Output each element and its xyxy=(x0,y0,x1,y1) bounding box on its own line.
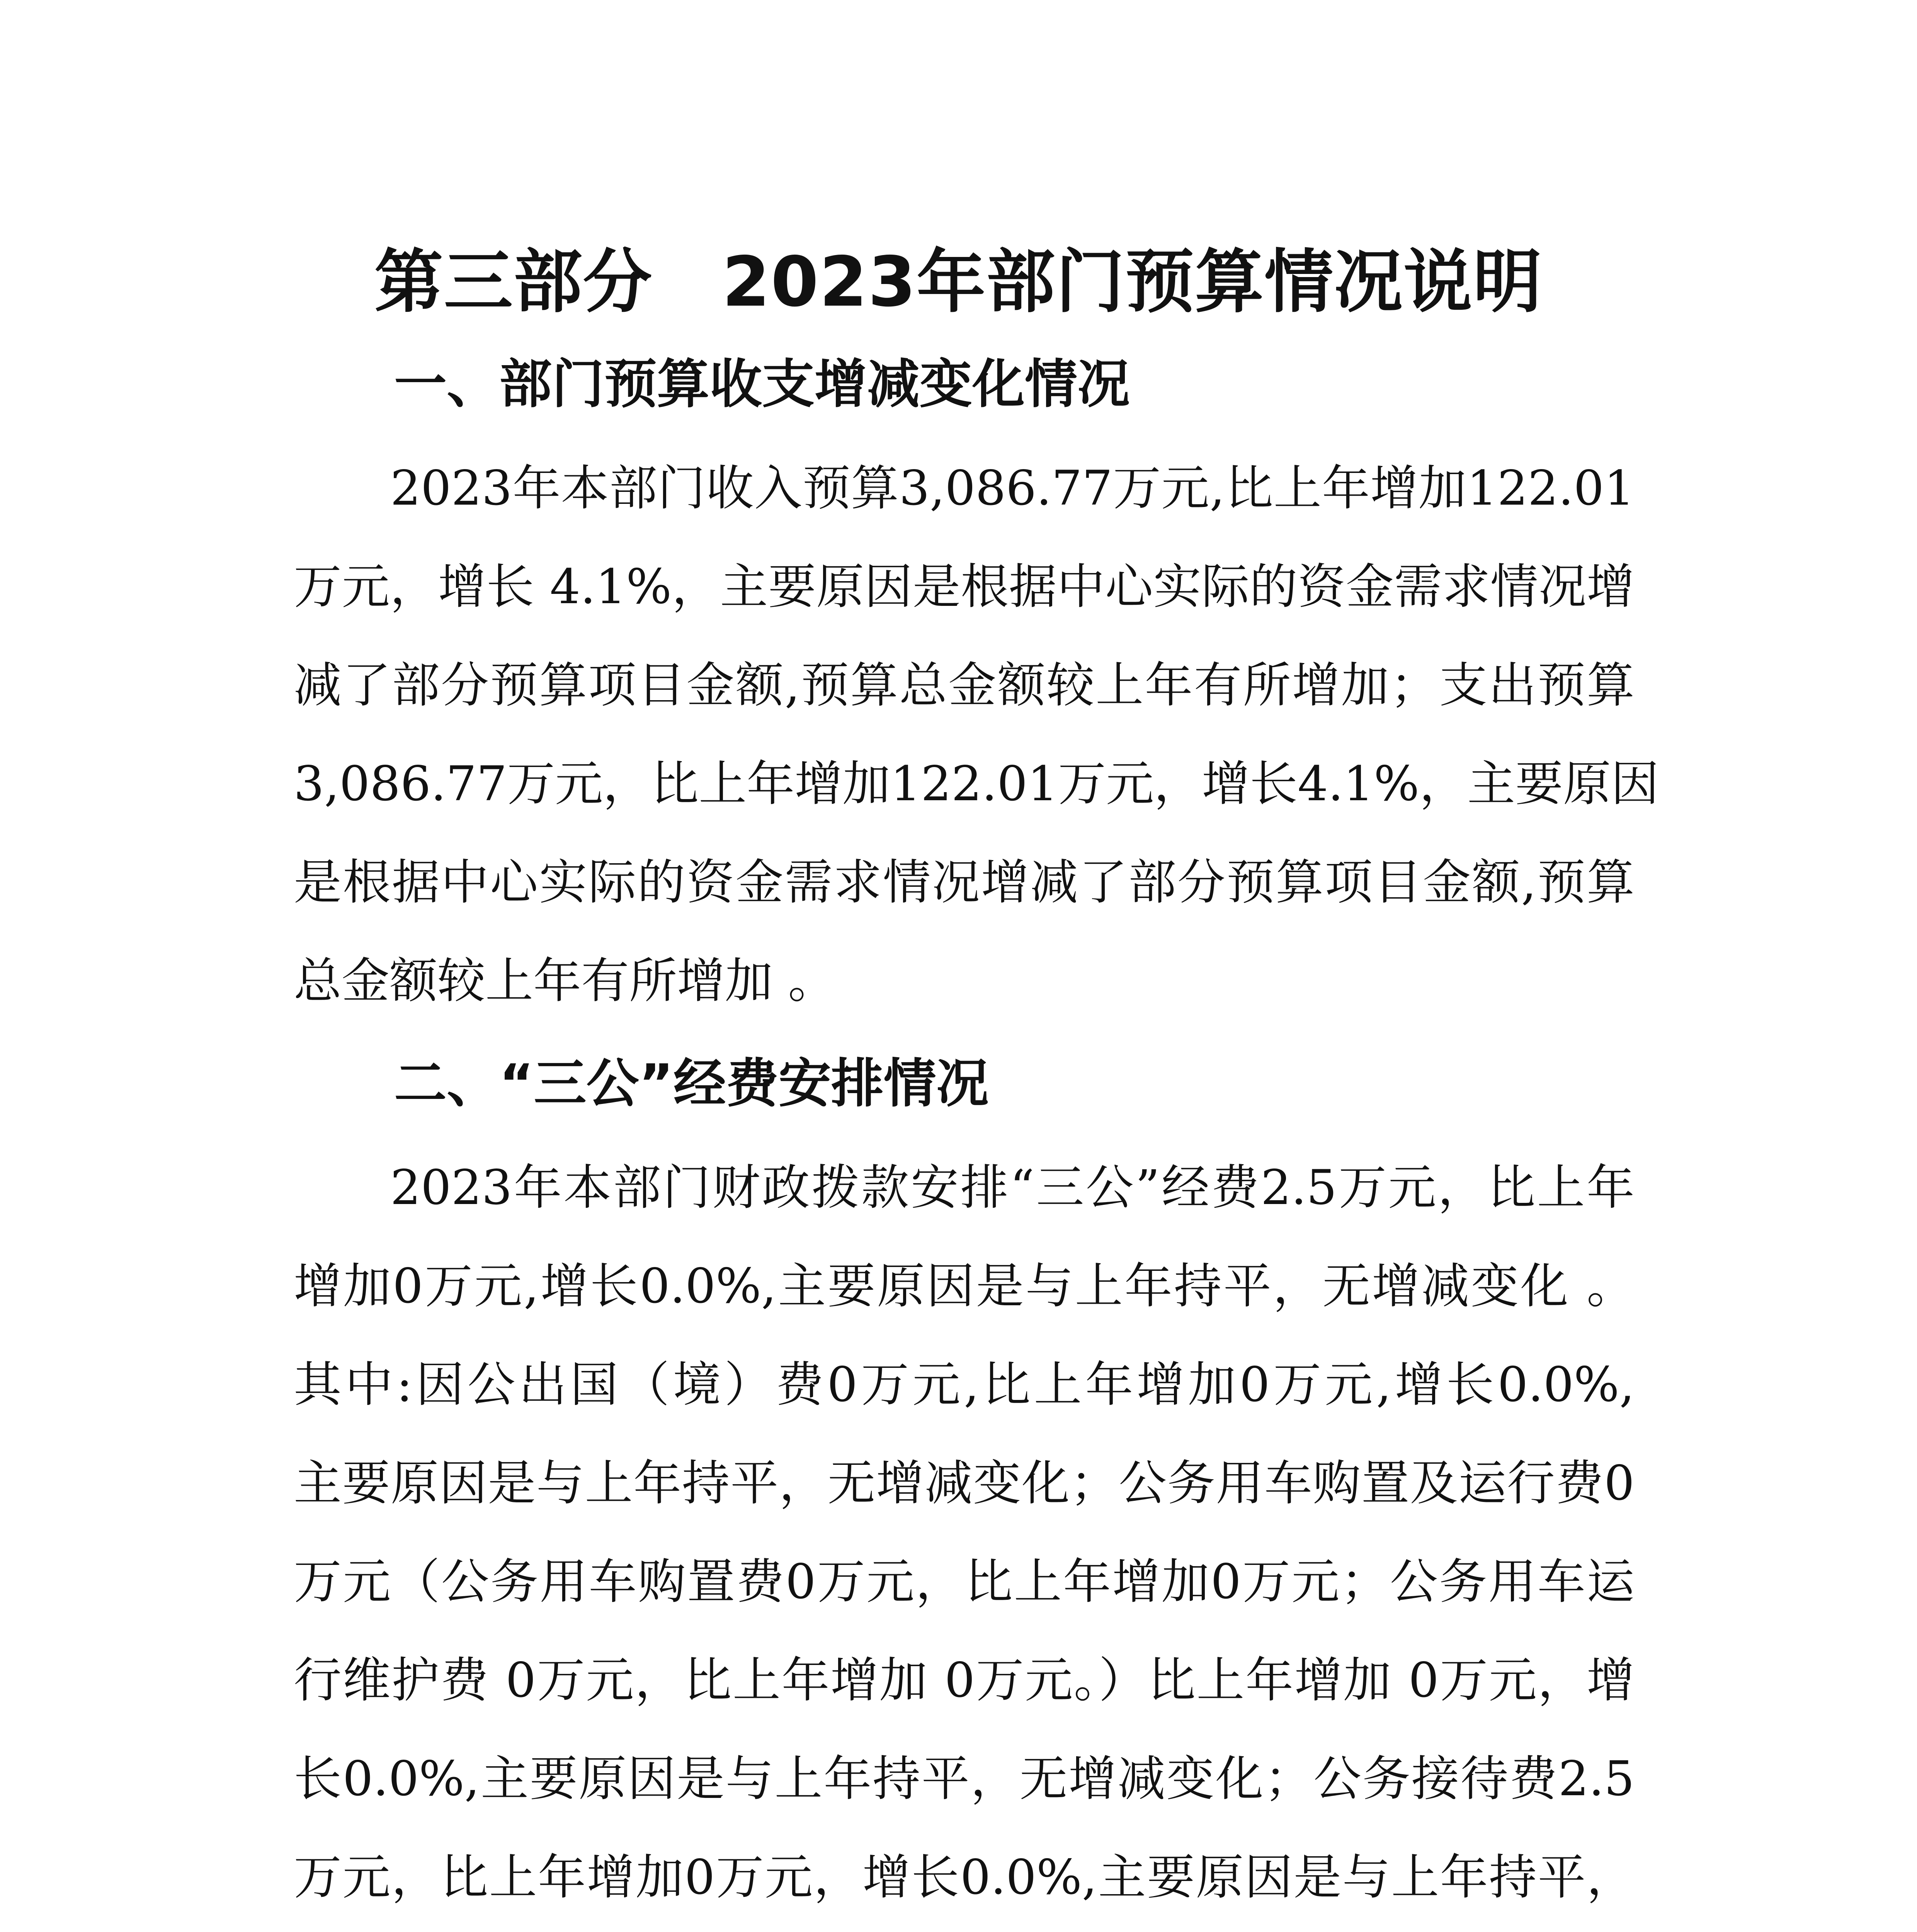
paragraph-line: 万元（公务用车购置费0万元，比上年增加0万元；公务用车运 xyxy=(294,1554,1635,1610)
paragraph-line: 总金额较上年有所增加 。 xyxy=(294,953,836,1009)
paragraph-line: 2023年本部门收入预算3,086.77万元,比上年增加122.01 xyxy=(390,461,1635,516)
paragraph-line: 万元，比上年增加0万元，增长0.0%,主要原因是与上年持平， xyxy=(294,1850,1635,1905)
section-heading-1: 一、部门预算收支增减变化情况 xyxy=(394,354,1130,415)
paragraph-line: 增加0万元,增长0.0%,主要原因是与上年持平，无增减变化 。 xyxy=(294,1259,1635,1314)
paragraph-line: 是根据中心实际的资金需求情况增减了部分预算项目金额,预算 xyxy=(294,855,1635,910)
paragraph-line: 2023年本部门财政拨款安排“三公”经费2.5万元，比上年 xyxy=(390,1160,1635,1216)
section-2-paragraph xyxy=(294,1139,1635,1932)
section-heading-2: 二、“三公”经费安排情况 xyxy=(394,1053,989,1114)
section-1-paragraph xyxy=(294,439,1659,1031)
title-part: 第三部分 xyxy=(374,242,653,322)
paragraph-line: 长0.0%,主要原因是与上年持平，无增减变化；公务接待费2.5 xyxy=(294,1751,1635,1807)
title-main: 2023年部门预算情况说明 xyxy=(722,242,1543,322)
paragraph-line: 3,086.77万元，比上年增加122.01万元，增长4.1%，主要原因 xyxy=(294,756,1659,812)
paragraph-line xyxy=(294,1927,1635,1932)
paragraph-line: 万元，增长 4.1%，主要原因是根据中心实际的资金需求情况增 xyxy=(294,559,1635,615)
page-title xyxy=(0,236,1917,328)
paragraph-line: 减了部分预算项目金额,预算总金额较上年有所增加；支出预算 xyxy=(294,658,1635,713)
paragraph-line: 其中:因公出国（境）费0万元,比上年增加0万元,增长0.0%, xyxy=(294,1357,1635,1413)
paragraph-line: 行维护费 0万元，比上年增加 0万元。）比上年增加 0万元，增 xyxy=(294,1653,1635,1708)
paragraph-line: 主要原因是与上年持平，无增减变化；公务用车购置及运行费0 xyxy=(294,1456,1635,1511)
